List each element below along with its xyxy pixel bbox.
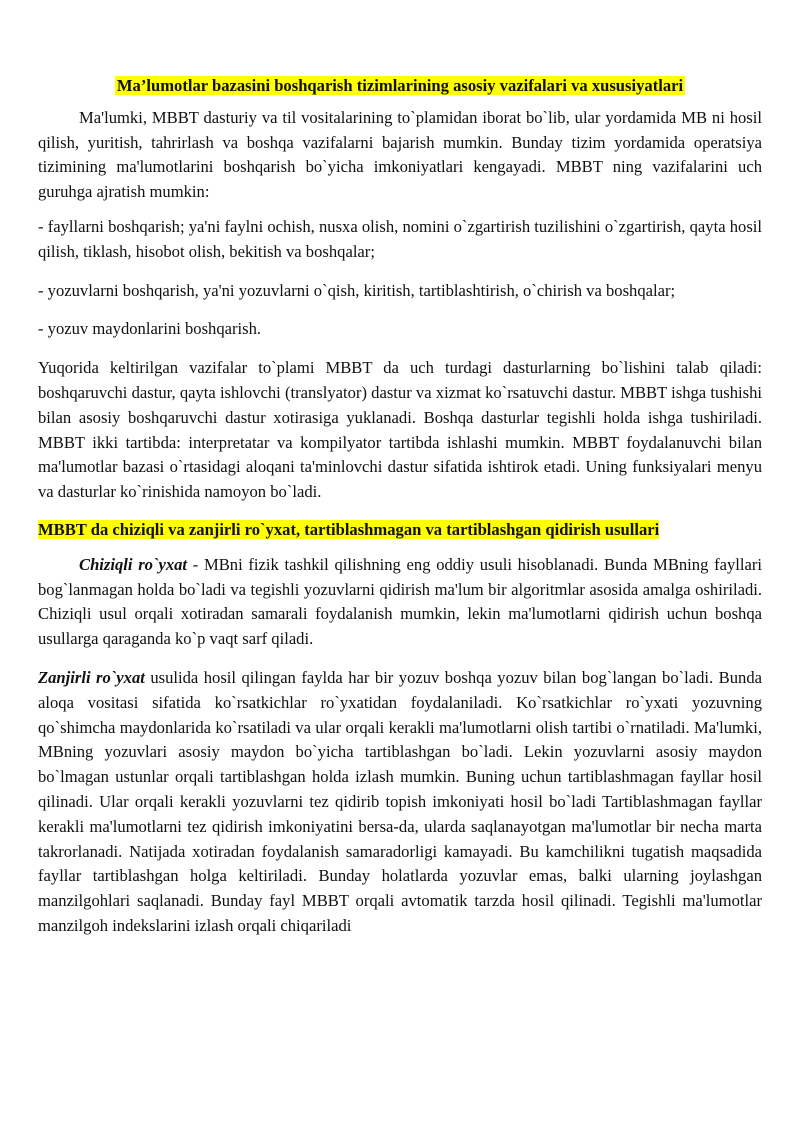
chained-list-paragraph: [38, 666, 762, 939]
document-page: [38, 74, 762, 939]
linear-list-term: Chiziqli ro`yxat: [79, 554, 188, 574]
chained-list-term: Zanjirli ro`yxat: [38, 667, 145, 687]
linear-list-paragraph: [38, 553, 762, 652]
chained-list-text: usulida hosil qilingan faylda har bir yozuv boshqa yozuv bilan bog`langan bo`ladi. Bunda aloqa vositasi sifatida ko`rsatkichlar ro`yxatidan foydalaniladi. Ko`rsatkichlar ro`yxati yozuvning qo`shimcha maydonlarida ko`rsatiladi va ular orqali kerakli ma'lumotlarni olish tartibi o`rnatiladi. Ma'lumki, MBning yozuvlari asosiy maydon bo`yicha tartiblashgan bo`ladi. Lekin yozuvlarni asosiy maydon bo`lmagan ustunlar orqali tartiblashgan holda izlash mumkin. Buning uchun tartiblashmagan fayllar hosil qilinadi. Ular orqali kerakli yozuvlarni tez qidirib topish imkoniyati hosil bo`ladi Tartiblashmagan fayllar kerakli ma'lumotlarni tez qidirish imkoniyatini bersa-da, ularda saqlanayotgan ma'lumotlar bir necha marta takrorlanadi. Natijada xotiradan foydalanish samaradorligi kamayadi. Bu kamchilikni tugatish maqsadida fayllar tartiblashgan holga keltiriladi. Bunday holatlarda yozuvlar emas, balki ularning joylashgan manzilgohlari saqlanadi. Bunday fayl MBBT orqali avtomatik tarzda hosil qilinadi. Tegishli ma'lumotlar manzilgoh indekslarini izlash orqali chiqariladi: [38, 667, 762, 935]
heading-1-text: Ma’lumotlar bazasini boshqarish tizimlarining asosiy vazifalari va xususiyatlari: [116, 76, 684, 95]
heading-2-text: MBBT da chiziqli va zanjirli ro`yxat, tartiblashmagan va tartiblashgan qidirish usullari: [38, 519, 660, 539]
list-item-fields: - yozuv maydonlarini boshqarish.: [38, 319, 262, 339]
list-item-files: - fayllarni boshqarish; ya'ni faylni ochish, nusxa olish, nomini o`zgartirish tuzilishini o`zgartirish, qayta hosil qilish, tiklash, hisobot olish, bekitish va boshqalar;: [38, 216, 762, 261]
section-heading-1: [38, 74, 762, 99]
intro-paragraph: Ma'lumki, MBBT dasturiy va til vositalarining to`plamidan iborat bo`lib, ular yordamida MB ni hosil qilish, yuritish, tahrirlash va boshqa vazifalarni bajarish mumkin. Bunday tizim yordamida operatsiya tizimining ma'lumotlarini boshqarish bo`yicha imkoniyatlari kengayadi. MBBT ning vazifalarini uch guruhga ajratish mumkin:: [38, 107, 762, 202]
section-heading-2: [38, 518, 762, 543]
list-item-records: - yozuvlarni boshqarish, ya'ni yozuvlarni o`qish, kiritish, tartiblashtirish, o`chirish va boshqalar;: [38, 280, 676, 300]
programs-paragraph: Yuqorida keltirilgan vazifalar to`plami MBBT da uch turdagi dasturlarning bo`lishini talab qiladi: boshqaruvchi dastur, qayta ishlovchi (translyator) dastur va xizmat ko`rsatuvchi dastur. MBBT ishga tushishi bilan asosiy boshqaruvchi dastur xotirasiga yuklanadi. Boshqa dasturlar tegishli holda ishga tushiriladi. MBBT ikki tartibda: interpretatar va kompilyator tartibda ishlashi mumkin. MBBT foydalanuvchi bilan ma'lumotlar bazasi o`rtasidagi aloqani ta'minlovchi dastur sifatida ishtirok etadi. Uning funksiyalari menyu va dasturlar ko`rinishida namoyon bo`ladi.: [38, 358, 762, 502]
linear-list-text: - MBni fizik tashkil qilishning eng oddiy usuli hisoblanadi. Bunda MBning fayllari bog`lanmagan holda bo`ladi va tegishli yozuvlarni qidirish ma'lum bir algoritmlar asosida amalga oshiriladi. Chiziqli usul orqali xotiradan samarali foydalanish mumkin, lekin ma'lumotlarni qidirish uchun boshqa usullarga qaraganda ko`p vaqt sarf qiladi.: [38, 554, 762, 649]
